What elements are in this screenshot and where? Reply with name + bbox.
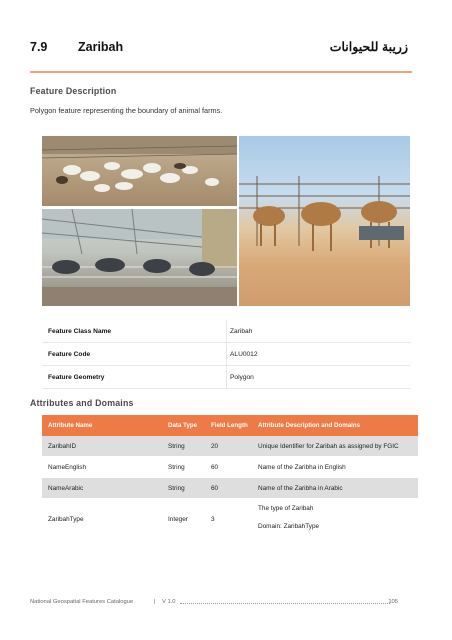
feature-class-table (42, 320, 410, 389)
attribute-description: The type of Zaribah (258, 505, 314, 512)
attribute-description: Name of the Zaribha in Arabic (258, 485, 343, 492)
table-row (42, 478, 418, 499)
feature-class-name-label: Feature Class Name (48, 328, 112, 335)
footer-title: National Geospatial Features Catalogue (30, 599, 134, 605)
feature-description-heading: Feature Description (30, 86, 117, 96)
photo-collage (42, 136, 410, 306)
attribute-name: ZaribahType (48, 516, 84, 523)
table-row (42, 436, 418, 457)
attribute-type: String (168, 443, 185, 450)
dotted-leader (180, 603, 390, 604)
section-title: Zaribah (78, 40, 124, 54)
goats-pen-photo (42, 136, 237, 206)
feature-description-text: Polygon feature representing the boundary of animal farms. (30, 106, 223, 115)
attributes-table (42, 415, 418, 540)
cell-divider (226, 320, 227, 342)
attribute-description: Name of the Zaribha in English (258, 464, 346, 471)
feature-code-value: ALU0012 (230, 351, 258, 358)
cell-divider (226, 366, 227, 388)
column-header-data-type: Data Type (168, 422, 198, 429)
feature-geometry-value: Polygon (230, 374, 254, 381)
attribute-type: String (168, 464, 185, 471)
attribute-type: Integer (168, 516, 188, 523)
table-row (42, 366, 410, 389)
horses-stable-photo (42, 209, 237, 306)
cell-divider (226, 343, 227, 365)
table-row (42, 343, 410, 366)
footer-version: V 1.0 (162, 599, 176, 605)
section-title-arabic: زريبة للحيوانات (329, 40, 408, 54)
table-row (42, 499, 418, 540)
feature-geometry-label: Feature Geometry (48, 374, 105, 381)
feature-class-name-value: Zaribah (230, 328, 253, 335)
attribute-length: 60 (211, 464, 219, 471)
attributes-heading: Attributes and Domains (30, 398, 134, 408)
table-row (42, 320, 410, 343)
table-header (42, 415, 418, 436)
footer-separator: | (154, 599, 156, 605)
attribute-description: Unique Identifier for Zaribah as assigned by FGIC (258, 443, 399, 450)
feature-code-label: Feature Code (48, 351, 91, 358)
attribute-type: String (168, 485, 185, 492)
attribute-name: ZaribahID (48, 443, 77, 450)
section-header (30, 36, 412, 62)
attribute-length: 20 (211, 443, 219, 450)
page-number: 105 (388, 599, 398, 605)
header-divider (30, 71, 412, 73)
column-header-field-length: Field Length (211, 422, 248, 429)
table-row (42, 457, 418, 478)
attribute-domain: Domain: ZaribahType (258, 523, 320, 530)
camels-desert-pen-photo (239, 136, 410, 306)
attribute-name: NameEnglish (48, 464, 87, 471)
attribute-length: 3 (211, 516, 215, 523)
attribute-name: NameArabic (48, 485, 84, 492)
column-header-description: Attribute Description and Domains (258, 422, 361, 429)
page-footer (30, 599, 412, 611)
section-number: 7.9 (30, 40, 48, 54)
attribute-length: 60 (211, 485, 219, 492)
column-header-attribute-name: Attribute Name (48, 422, 93, 429)
